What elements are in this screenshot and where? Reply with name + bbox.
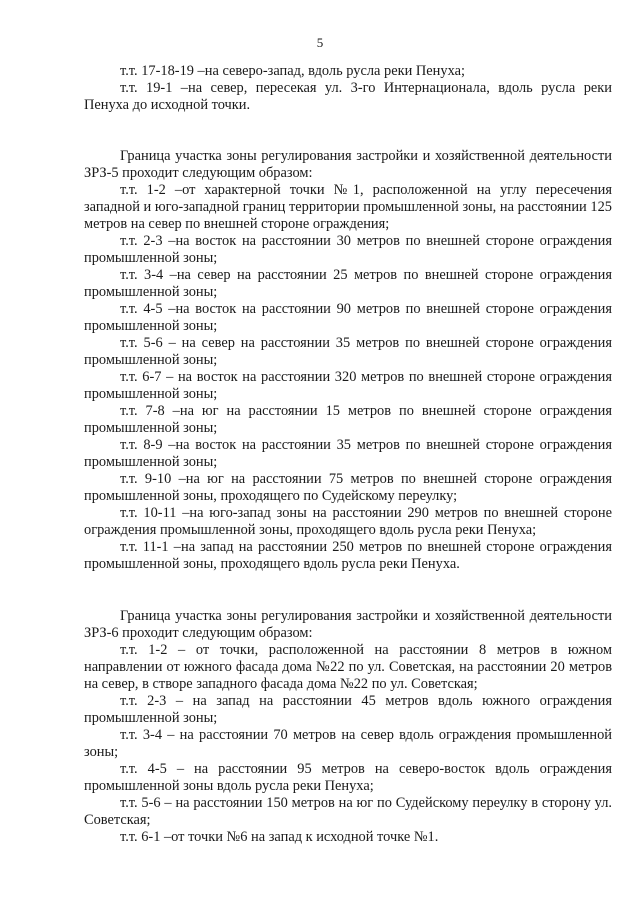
paragraph: т.т. 5-6 – на север на расстоянии 35 метров по внешней стороне ограждения промышленной зоны; [84, 335, 612, 368]
paragraph-spacer [84, 590, 612, 608]
paragraph: т.т. 17-18-19 –на северо-запад, вдоль русла реки Пенуха; [120, 63, 465, 79]
section-heading-zrz5: Граница участка зоны регулирования застройки и хозяйственной деятельности ЗРЗ-5 проходит следующим образом: [84, 148, 612, 181]
section-heading-zrz6: Граница участка зоны регулирования застройки и хозяйственной деятельности ЗРЗ-6 проходит следующим образом: [84, 608, 612, 641]
paragraph: т.т. 19-1 –на север, пересекая ул. 3-го Интернационала, вдоль русла реки Пенуха до исходной точки. [84, 80, 612, 113]
paragraph: т.т. 5-6 – на расстоянии 150 метров на юг по Судейскому переулку в сторону ул. Советская; [84, 795, 612, 828]
paragraph: т.т. 6-7 – на восток на расстоянии 320 метров по внешней стороне ограждения промышленной зоны; [84, 369, 612, 402]
page-number: 5 [316, 35, 324, 50]
paragraph: т.т. 2-3 – на запад на расстоянии 45 метров вдоль южного ограждения промышленной зоны; [84, 693, 612, 726]
paragraph: т.т. 7-8 –на юг на расстоянии 15 метров по внешней стороне ограждения промышленной зоны; [84, 403, 612, 436]
paragraph: т.т. 1-2 –от характерной точки №1, расположенной на углу пересечения западной и юго-западной границ территории промышленной зоны, на расстоянии 125 метров на север по внешней стороне ограждения; [84, 182, 612, 232]
document-body [84, 63, 612, 846]
paragraph: т.т. 11-1 –на запад на расстоянии 250 метров по внешней стороне ограждения промышленной зоны, проходящего вдоль русла реки Пенуха. [84, 539, 612, 572]
paragraph: т.т. 10-11 –на юго-запад зоны на расстоянии 290 метров по внешней стороне ограждения промышленной зоны, проходящего вдоль русла реки Пенуха; [84, 505, 612, 538]
paragraph: т.т. 3-4 –на север на расстоянии 25 метров по внешней стороне ограждения промышленной зоны; [84, 267, 612, 300]
paragraph-spacer [84, 573, 612, 590]
paragraph: т.т. 8-9 –на восток на расстоянии 35 метров по внешней стороне ограждения промышленной зоны; [84, 437, 612, 470]
paragraph: т.т. 1-2 – от точки, расположенной на расстоянии 8 метров в южном направлении от южного фасада дома №22 по ул. Советская, на расстоянии 20 метров на север, в створе западного фасада дома №22 по ул. Советская; [84, 642, 612, 692]
paragraph-spacer [84, 114, 612, 131]
paragraph: т.т. 6-1 –от точки №6 на запад к исходной точке №1. [120, 829, 439, 845]
paragraph-spacer [84, 131, 612, 148]
paragraph: т.т. 4-5 –на восток на расстоянии 90 метров по внешней стороне ограждения промышленной зоны; [84, 301, 612, 334]
paragraph: т.т. 4-5 – на расстоянии 95 метров на северо-восток вдоль ограждения промышленной зоны вдоль русла реки Пенуха; [84, 761, 612, 794]
paragraph: т.т. 9-10 –на юг на расстоянии 75 метров по внешней стороне ограждения промышленной зоны, проходящего по Судейскому переулку; [84, 471, 612, 504]
paragraph: т.т. 2-3 –на восток на расстоянии 30 метров по внешней стороне ограждения промышленной зоны; [84, 233, 612, 266]
paragraph: т.т. 3-4 – на расстоянии 70 метров на север вдоль ограждения промышленной зоны; [84, 727, 612, 760]
